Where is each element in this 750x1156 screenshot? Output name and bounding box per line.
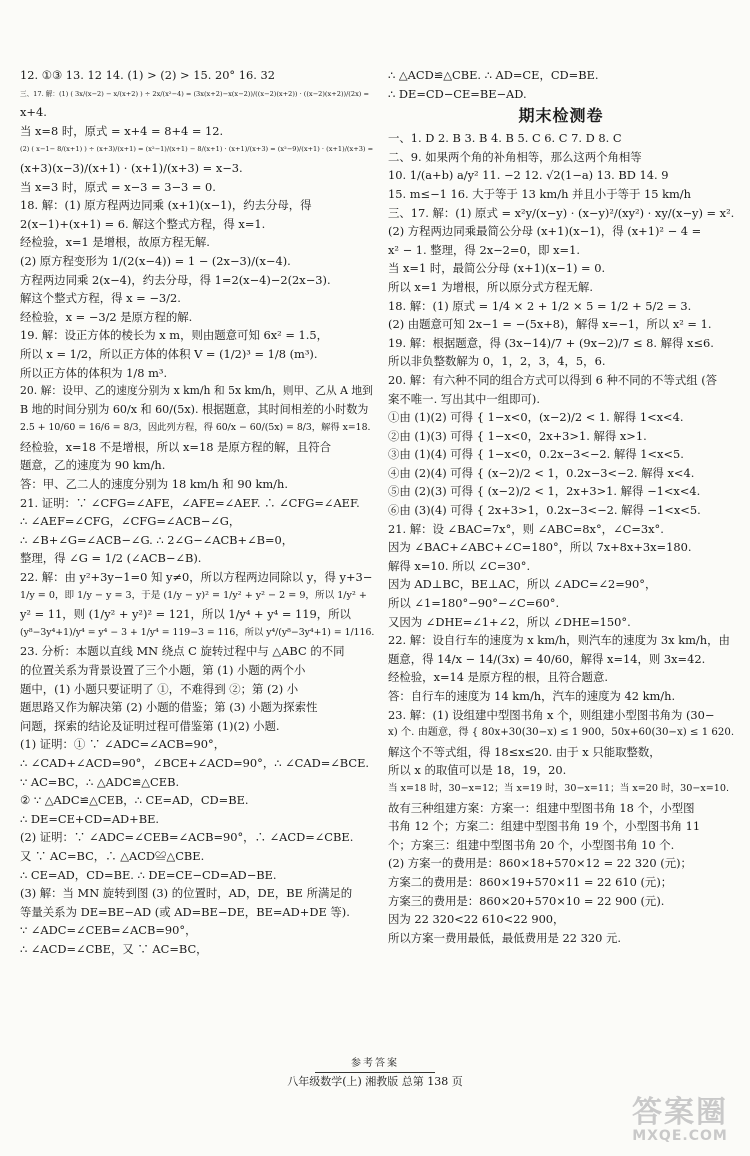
footer-rule [315, 1072, 435, 1073]
answer-line: 书角 12 个；方案二：组建中型图书角 19 个，小型图书角 11 [388, 819, 701, 834]
answer-line: 23. 解：(1) 设组建中型图书角 x 个，则组建小型图书角为 (30− [388, 707, 715, 722]
answer-line: (2) 方程两边同乘最简公分母 (x+1)(x−1)，得 (x+1)² − 4 = [388, 224, 702, 239]
answer-line: 方案三的费用是：860×20+570×10 = 22 900 (元). [388, 893, 665, 908]
answer-line: 经检验，x = −3/2 是原方程的解. [20, 309, 193, 324]
answer-line: ∵ ∠ADC=∠CEB=∠ACB=90°， [20, 923, 197, 938]
answer-line: 故有三种组建方案：方案一：组建中型图书角 18 个，小型图 [388, 800, 695, 815]
answer-line: 所以 ∠1=180°−90°−∠C=60°. [388, 596, 560, 611]
answer-line: 解这个整式方程，得 x = −3/2. [20, 291, 181, 306]
answer-line: 的位置关系为背景设置了三个小题，第 (1) 小题的两个小 [20, 663, 306, 677]
answer-line: 等量关系为 DE=BE−AD (或 AD=BE−DE，BE=AD+DE 等). [20, 904, 350, 919]
answer-line: 解这个不等式组，得 18≤x≤20. 由于 x 只能取整数， [388, 744, 661, 759]
answer-line: 方案二的费用是：860×19+570×11 = 22 610 (元)； [388, 874, 673, 889]
answer-line: 21. 证明：∵ ∠CFG=∠AFE，∠AFE=∠AEF. ∴ ∠CFG=∠AEF. [20, 495, 360, 510]
right-top-block [388, 66, 734, 103]
answer-line: 2.5 + 10/60 = 16/6 = 8/3，因此列方程，得 60/x − 60/(5x) = 8/3，解得 x=18. [20, 422, 371, 434]
answer-line: 解得 x=10. 所以 ∠C=30°. [388, 558, 531, 573]
answer-line: 答：甲、乙二人的速度分别为 18 km/h 和 90 km/h. [20, 477, 288, 492]
answer-line: 一、1. D 2. B 3. B 4. B 5. C 6. C 7. D 8. C [388, 131, 622, 146]
answer-line: (1) 证明：① ∵ ∠ADC=∠ACB=90°， [20, 737, 226, 752]
answer-line: ①由 (1)(2) 可得 { 1−x<0，(x−2)/2 < 1. 解得 1<x<4. [388, 410, 684, 425]
answer-line: 因为 AD⊥BC，BE⊥AC，所以 ∠ADC=∠2=90°， [388, 577, 657, 592]
answer-line: 所以正方体的体积为 1/8 m³. [20, 365, 168, 380]
answer-line: 所以 x = 1/2，所以正方体的体积 V = (1/2)³ = 1/8 (m³). [20, 346, 318, 361]
answer-line: ∴ DE=CD−CE=BE−AD. [388, 86, 527, 101]
answer-line: 个；方案三：组建中型图书角 20 个，小型图书角 10 个. [388, 837, 675, 852]
answer-line: 题中，(1) 小题只要证明了 ①，不难得到 ②；第 (2) 小 [20, 681, 299, 696]
answer-line: 答：自行车的速度为 14 km/h，汽车的速度为 42 km/h. [388, 689, 676, 703]
answer-line: x+4. [20, 105, 47, 120]
answer-line: 当 x=1 时，最简公分母 (x+1)(x−1) = 0. [388, 261, 606, 276]
answer-line: 又 ∵ AC=BC，∴ △ACD≌△CBE. [20, 848, 205, 863]
answer-line: (3) 解：当 MN 旋转到图 (3) 的位置时，AD，DE，BE 所满足的 [20, 886, 353, 901]
left-column [20, 66, 376, 959]
page-footer [0, 1057, 750, 1089]
answer-line: 12. ①③ 13. 12 14. (1) > (2) > 15. 20° 16. 32 [20, 68, 275, 82]
section-title: 期末检测卷 [518, 106, 604, 126]
answer-line: 整理，得 ∠G = 1/2 (∠ACB−∠B). [20, 551, 202, 566]
answer-line: ∴ CE=AD，CD=BE. ∴ DE=CE−CD=AD−BE. [20, 867, 277, 882]
answer-line: (2) 由题意可知 2x−1 = −(5x+8)，解得 x=−1，所以 x² = 1. [388, 317, 712, 332]
answer-line: 二、9. 如果两个角的补角相等，那么这两个角相等 [388, 149, 642, 164]
answer-line: ⑥由 (3)(4) 可得 { 2x+3>1，0.2x−3<−2. 解得 −1<x<5. [388, 503, 701, 518]
answer-line: ③由 (1)(4) 可得 { 1−x<0，0.2x−3<−2. 解得 1<x<5. [388, 447, 684, 462]
right-main-block [388, 129, 734, 947]
answer-line: x² − 1. 整理，得 2x−2=0，即 x=1. [388, 242, 580, 257]
footer-title: 参考答案 [351, 1058, 399, 1069]
answer-line: 三、17. 解：(1) ( 3x/(x−2) − x/(x+2) ) ÷ 2x/(x²−4) = (3x(x+2)−x(x−2))/((x−2)(x+2)) · ((x−2)(x+2))/(2x) = [20, 89, 369, 98]
answer-line: 所以 x 的取值可以是 18，19，20. [388, 763, 567, 778]
right-column [388, 66, 734, 947]
answer-line: 18. 解：(1) 原方程两边同乘 (x+1)(x−1)，约去分母，得 [20, 198, 312, 213]
answer-line: 22. 解：由 y²+3y−1=0 知 y≠0，所以方程两边同除以 y，得 y+3− [20, 570, 373, 585]
answer-line: 经检验，x=14 是原方程的根，且符合题意. [388, 670, 608, 685]
answer-line: 18. 解：(1) 原式 = 1/4 × 2 + 1/2 × 5 = 1/2 + 5/2 = 3. [388, 298, 692, 313]
watermark-logo [615, 1095, 745, 1150]
answer-line: 经检验，x=1 是增根，故原方程无解. [20, 235, 210, 250]
answer-line: 题意，得 14/x − 14/(3x) = 40/60，解得 x=14，则 3x=42. [388, 651, 706, 666]
answer-line: ∴ DE=CE+CD=AD+BE. [20, 811, 160, 826]
answer-line: 15. m≤−1 16. 大于等于 13 km/h 并且小于等于 15 km/h [388, 186, 691, 201]
answer-line: y² = 11，则 (1/y² + y²)² = 121，所以 1/y⁴ + y⁴ = 119，所以 [20, 607, 351, 622]
answer-line: ②由 (1)(3) 可得 { 1−x<0，2x+3>1. 解得 x>1. [388, 428, 647, 443]
answer-line: 所以方案一费用最低，最低费用是 22 320 元. [388, 930, 621, 945]
answer-line: ∴ ∠AEF=∠CFG，∠CFG=∠ACB−∠G， [20, 514, 241, 529]
answer-line: ⑤由 (2)(3) 可得 { (x−2)/2 < 1，2x+3>1. 解得 −1<x<4. [388, 484, 701, 499]
answer-line: 所以 x=1 为增根，所以原分式方程无解. [388, 279, 593, 294]
answer-line: (2) 原方程变形为 1/(2(x−4)) = 1 − (2x−3)/(x−4). [20, 253, 291, 268]
answer-line: 题思路又作为解决第 (2) 小题的借鉴；第 (3) 小题为探索性 [20, 700, 318, 715]
answer-line: 10. 1/(a+b) a/y² 11. −2 12. √2(1−a) 13. BD 14. 9 [388, 168, 669, 183]
watermark-top: 答案圈 [632, 1095, 728, 1130]
answer-line: ∴ ∠ACD=∠CBE，又 ∵ AC=BC， [20, 941, 208, 956]
answer-line: 19. 解：设正方体的棱长为 x m，则由题意可知 6x² = 1.5， [20, 328, 328, 343]
answer-line: 20. 解：有六种不同的组合方式可以得到 6 种不同的不等式组 (答 [388, 372, 718, 387]
answer-line: 19. 解：根据题意，得 (3x−14)/7 + (9x−2)/7 ≤ 8. 解得 x≤6. [388, 335, 714, 350]
answer-line: 案不唯一. 写出其中一组即可). [388, 391, 540, 406]
answer-line: 又因为 ∠DHE=∠1+∠2，所以 ∠DHE=150°. [388, 614, 631, 629]
footer-line: 八年级数学(上) 湘教版 总第 138 页 [287, 1075, 463, 1088]
answer-line: 因为 ∠BAC+∠ABC+∠C=180°，所以 7x+8x+3x=180. [388, 540, 692, 555]
answer-line: ∴ △ACD≌△CBE. ∴ AD=CE，CD=BE. [388, 68, 599, 82]
answer-line: 所以非负整数解为 0，1，2，3，4，5，6. [388, 354, 606, 369]
answer-line: 当 x=3 时，原式 = x−3 = 3−3 = 0. [20, 179, 216, 194]
answer-line: ④由 (2)(4) 可得 { (x−2)/2 < 1，0.2x−3<−2. 解得 x<4. [388, 465, 695, 480]
answer-line: 因为 22 320<22 610<22 900， [388, 912, 565, 927]
answer-line: 23. 分析：本题以直线 MN 绕点 C 旋转过程中与 △ABC 的不同 [20, 644, 345, 659]
answer-line: 22. 解：设自行车的速度为 x km/h，则汽车的速度为 3x km/h，由 [388, 633, 730, 648]
answer-line: 当 x=8 时，原式 = x+4 = 8+4 = 12. [20, 123, 224, 138]
watermark-bottom: MXQE.COM [632, 1128, 728, 1144]
answer-line: 经检验，x=18 不是增根，所以 x=18 是原方程的解，且符合 [20, 439, 331, 454]
answer-line: ∴ ∠B+∠G=∠ACB−∠G. ∴ 2∠G−∠ACB+∠B=0， [20, 532, 294, 547]
answer-line: 三、17. 解：(1) 原式 = x²y/(x−y) · (x−y)²/(xy²) · xy/(x−y) = x². [388, 205, 735, 220]
answer-line: B 地的时间分别为 60/x 和 60/(5x). 根据题意，其时间相差的小时数为 [20, 402, 369, 416]
answer-line: 20. 解：设甲、乙的速度分别为 x km/h 和 5x km/h，则甲、乙从 A 地到 [20, 384, 373, 398]
answer-line: ∵ AC=BC，∴ △ADC≌△CEB. [20, 774, 180, 789]
answer-line: x) 个. 由题意，得 { 80x+30(30−x) ≤ 1 900，50x+60(30−x) ≤ 1 620. [388, 727, 735, 739]
answer-line: ∴ ∠CAD+∠ACD=90°，∠BCE+∠ACD=90°，∴ ∠CAD=∠BCE. [20, 755, 370, 770]
answer-line: 1/y = 0，即 1/y − y = 3，于是 (1/y − y)² = 1/y² + y² − 2 = 9，所以 1/y² + [20, 589, 367, 601]
answer-line: (2) 方案一的费用是：860×18+570×12 = 22 320 (元)； [388, 856, 692, 871]
answer-line: 方程两边同乘 2(x−4)，约去分母，得 1=2(x−4)−2(2x−3). [20, 272, 331, 287]
answer-line: 21. 解：设 ∠BAC=7x°，则 ∠ABC=8x°，∠C=3x°. [388, 521, 664, 536]
answer-line: (2) 证明：∵ ∠ADC=∠CEB=∠ACB=90°，∴ ∠ACD=∠CBE. [20, 830, 354, 845]
answer-line: ② ∵ △ADC≌△CEB，∴ CE=AD，CD=BE. [20, 793, 249, 808]
answer-line: 当 x=18 时，30−x=12；当 x=19 时，30−x=11；当 x=20 时，30−x=10. [388, 782, 730, 794]
answer-line: 2(x−1)+(x+1) = 6. 解这个整式方程，得 x=1. [20, 216, 266, 231]
answer-line: (x+3)(x−3)/(x+1) · (x+1)/(x+3) = x−3. [20, 160, 243, 175]
answer-line: 题意，乙的速度为 90 km/h. [20, 458, 166, 473]
answer-line: 问题，探索的结论及证明过程可借鉴第 (1)(2) 小题. [20, 718, 280, 733]
answer-line: (y⁸−3y⁴+1)/y⁴ = y⁴ − 3 + 1/y⁴ = 119−3 = 116，所以 y⁴/(y⁸−3y⁴+1) = 1/116. [20, 626, 375, 638]
answer-line: (2) ( x−1− 8/(x+1) ) ÷ (x+3)/(x+1) = (x²−1)/(x+1) − 8/(x+1) · (x+1)/(x+3) = (x²−9)/(x+1) · (x+1)/(x+3) = [20, 145, 374, 154]
